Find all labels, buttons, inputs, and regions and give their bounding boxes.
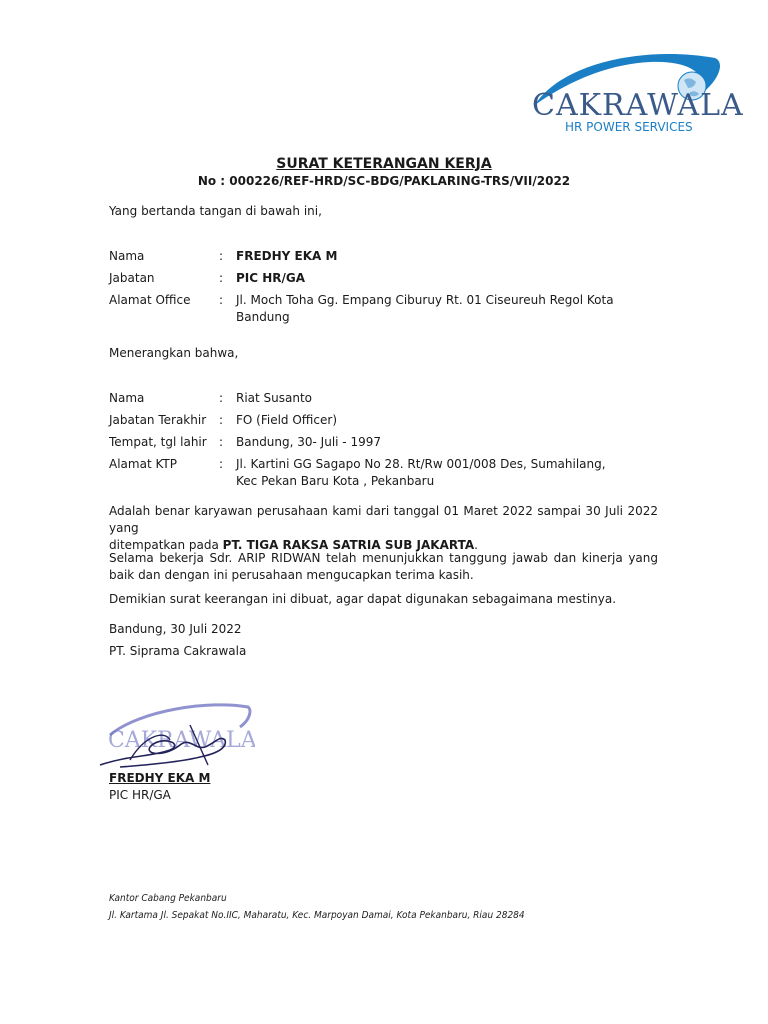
employee-address-value <box>236 456 626 490</box>
employee-address-label: Alamat KTP <box>109 457 177 471</box>
employee-position-label: Jabatan Terakhir <box>109 413 207 427</box>
colon: : <box>219 435 224 449</box>
employee-address-line1: Jl. Kartini GG Sagapo No 28. Rt/Rw 001/008 Des, Sumahilang, <box>236 457 606 471</box>
document-title: SURAT KETERANGAN KERJA <box>276 156 492 172</box>
paragraph-employment <box>109 503 658 554</box>
signature-title: PIC HR/GA <box>109 788 171 802</box>
placement-prefix: ditempatkan pada <box>109 538 223 552</box>
paragraph-performance: Selama bekerja Sdr. ARIP RIDWAN telah menunjukkan tanggung jawab dan kinerja yang baik dan dengan ini perusahaan mengucapkan terima kasih. <box>109 551 658 582</box>
footer-office: Kantor Cabang Pekanbaru <box>109 893 227 904</box>
signer-name-label: Nama <box>109 249 145 263</box>
signer-name-value: FREDHY EKA M <box>236 249 338 263</box>
paragraph-employment-line1: Adalah benar karyawan perusahaan kami dari tanggal 01 Maret 2022 sampai 30 Juli 2022 yang <box>109 504 658 535</box>
footer-address: Jl. Kartama Jl. Sepakat No.IIC, Maharatu, Kec. Marpoyan Damai, Kota Pekanbaru, Riau 28284 <box>109 910 525 921</box>
employee-name-value: Riat Susanto <box>236 391 313 405</box>
signer-address-label: Alamat Office <box>109 293 191 307</box>
signer-position-label: Jabatan <box>109 271 155 285</box>
signer-address-value <box>236 292 626 326</box>
colon: : <box>219 249 224 263</box>
employee-address-line2: Kec Pekan Baru Kota , Pekanbaru <box>236 474 435 488</box>
colon: : <box>219 457 224 471</box>
company-logo <box>520 40 744 140</box>
paragraph-closing: Demikian surat keerangan ini dibuat, agar dapat digunakan sebagaimana mestinya. <box>109 592 617 606</box>
colon: : <box>219 413 224 427</box>
document-number: No : 000226/REF-HRD/SC-BDG/PAKLARING-TRS/VII/2022 <box>197 174 571 188</box>
svg-text:CAKRAWALA: CAKRAWALA <box>108 728 255 753</box>
signer-position-value: PIC HR/GA <box>236 271 306 285</box>
colon: : <box>219 391 224 405</box>
employee-birth-value: Bandung, 30- Juli - 1997 <box>236 435 381 449</box>
placement-suffix: . <box>474 538 478 552</box>
company-name: PT. Siprama Cakrawala <box>109 644 247 658</box>
colon: : <box>219 293 224 307</box>
menerangkan-text: Menerangkan bahwa, <box>109 346 239 360</box>
stamp-signature-icon <box>90 695 255 775</box>
stamp-signature <box>90 695 255 775</box>
colon: : <box>219 271 224 285</box>
employee-position-value: FO (Field Officer) <box>236 413 337 427</box>
intro-text: Yang bertanda tangan di bawah ini, <box>109 204 322 218</box>
signature-name: FREDHY EKA M <box>109 771 211 785</box>
signer-address-line1: Jl. Moch Toha Gg. Empang Ciburuy Rt. 01 Ciseureuh Regol Kota <box>236 293 614 307</box>
placement-company: PT. TIGA RAKSA SATRIA SUB JAKARTA <box>222 538 475 552</box>
logo-subtitle: HR POWER SERVICES <box>565 120 693 134</box>
logo-text: CAKRAWALA <box>532 88 744 123</box>
employee-name-label: Nama <box>109 391 145 405</box>
signer-address-line2: Bandung <box>236 310 290 324</box>
place-date: Bandung, 30 Juli 2022 <box>109 622 242 636</box>
employee-birth-label: Tempat, tgl lahir <box>109 435 207 449</box>
